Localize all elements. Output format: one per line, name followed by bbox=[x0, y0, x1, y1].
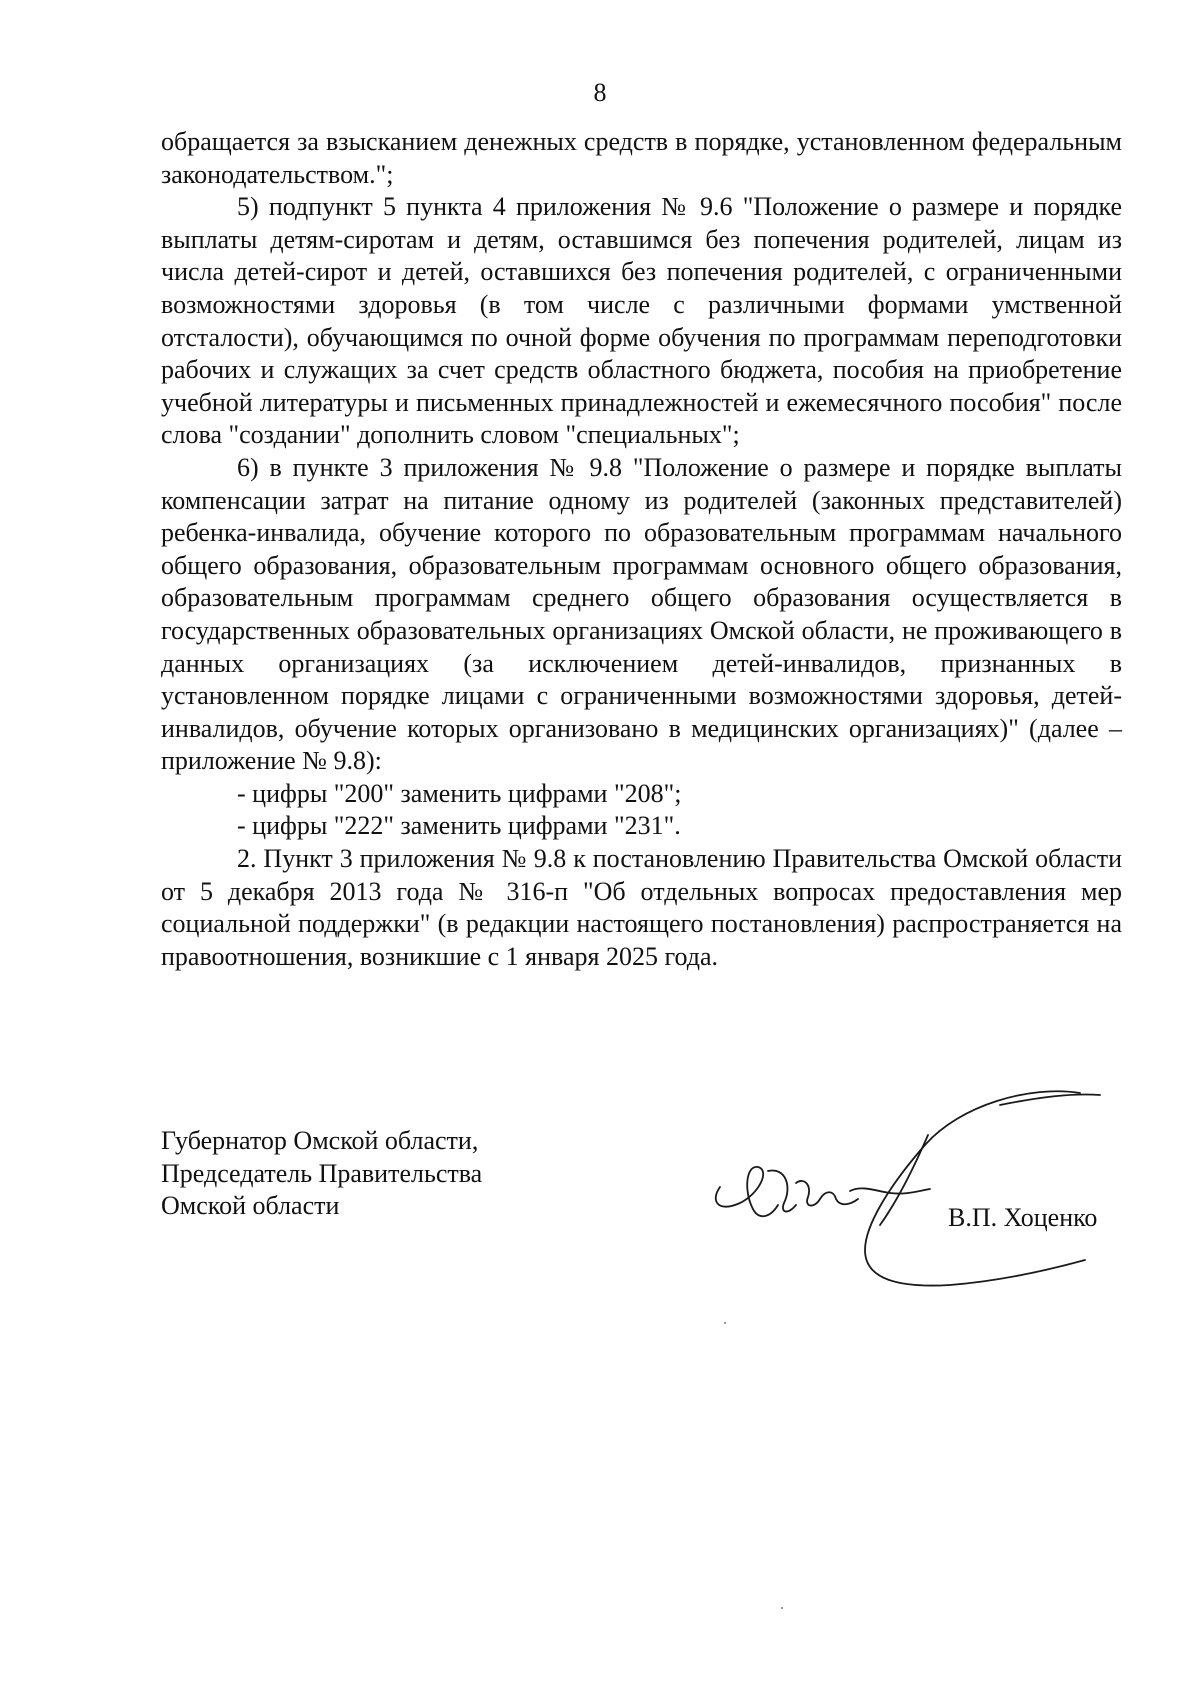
scan-speck bbox=[781, 1607, 783, 1609]
paragraph-point-2: 2. Пункт 3 приложения № 9.8 к постановлению Правительства Омской области от 5 декабря 2013 года № 316-п "Об отдельных вопросах предоставления мер социальной поддержки" (в редакции настоящего постановления) распространяется на правоотношения, возникшие с 1 января 2025 года. bbox=[161, 844, 1122, 971]
signatory-name: В.П. Хоценко bbox=[948, 1203, 1098, 1232]
paragraph-dash-2: - цифры "222" заменить цифрами "231". bbox=[237, 811, 681, 841]
signatory-title bbox=[161, 1125, 482, 1223]
handwritten-signature bbox=[700, 1075, 1130, 1305]
signatory-title-line: Омской области bbox=[161, 1191, 340, 1221]
scan-speck bbox=[724, 1322, 726, 1324]
signatory-title-line: Председатель Правительства bbox=[161, 1158, 483, 1188]
paragraph-dash-1: - цифры "200" заменить цифрами "208"; bbox=[237, 778, 682, 808]
page-number: 8 bbox=[593, 78, 607, 107]
paragraph-item-5: 5) подпункт 5 пункта 4 приложения № 9.6 "Положение о размере и порядке выплаты детям-сиротам и детям, оставшимся без попечения родителей, лицам из числа детей-сирот и детей, оставшихся без попечения родителей, с ограниченными возможностями здоровья (в том числе с различными формами умственной отсталости), обучающимся по очной форме обучения по программам переподготовки рабочих и служащих за счет средств областного бюджета, пособия на приобретение учебной литературы и письменных принадлежностей и ежемесячного пособия" после слова "создании" дополнить словом "специальных"; bbox=[161, 192, 1122, 450]
paragraph-continuation: обращается за взысканием денежных средств в порядке, установленном федеральным законодательством."; bbox=[161, 127, 1122, 189]
document-body bbox=[161, 126, 1122, 973]
paragraph-item-6: 6) в пункте 3 приложения № 9.8 "Положение о размере и порядке выплаты компенсации затрат на питание одному из родителей (законных представителей) ребенка-инвалида, обучение которого по образовательным программам начального общего образования, образовательным программам основного общего образования, образовательным программам среднего общего образования осуществляется в государственных образовательных организациях Омской области, не проживающего в данных организациях (за исключением детей-инвалидов, признанных в установленном порядке лицами с ограниченными возможностями здоровья, детей-инвалидов, обучение которых организовано в медицинских организациях)" (далее – приложение № 9.8): bbox=[161, 452, 1122, 776]
signatory-title-line: Губернатор Омской области, bbox=[161, 1126, 479, 1155]
